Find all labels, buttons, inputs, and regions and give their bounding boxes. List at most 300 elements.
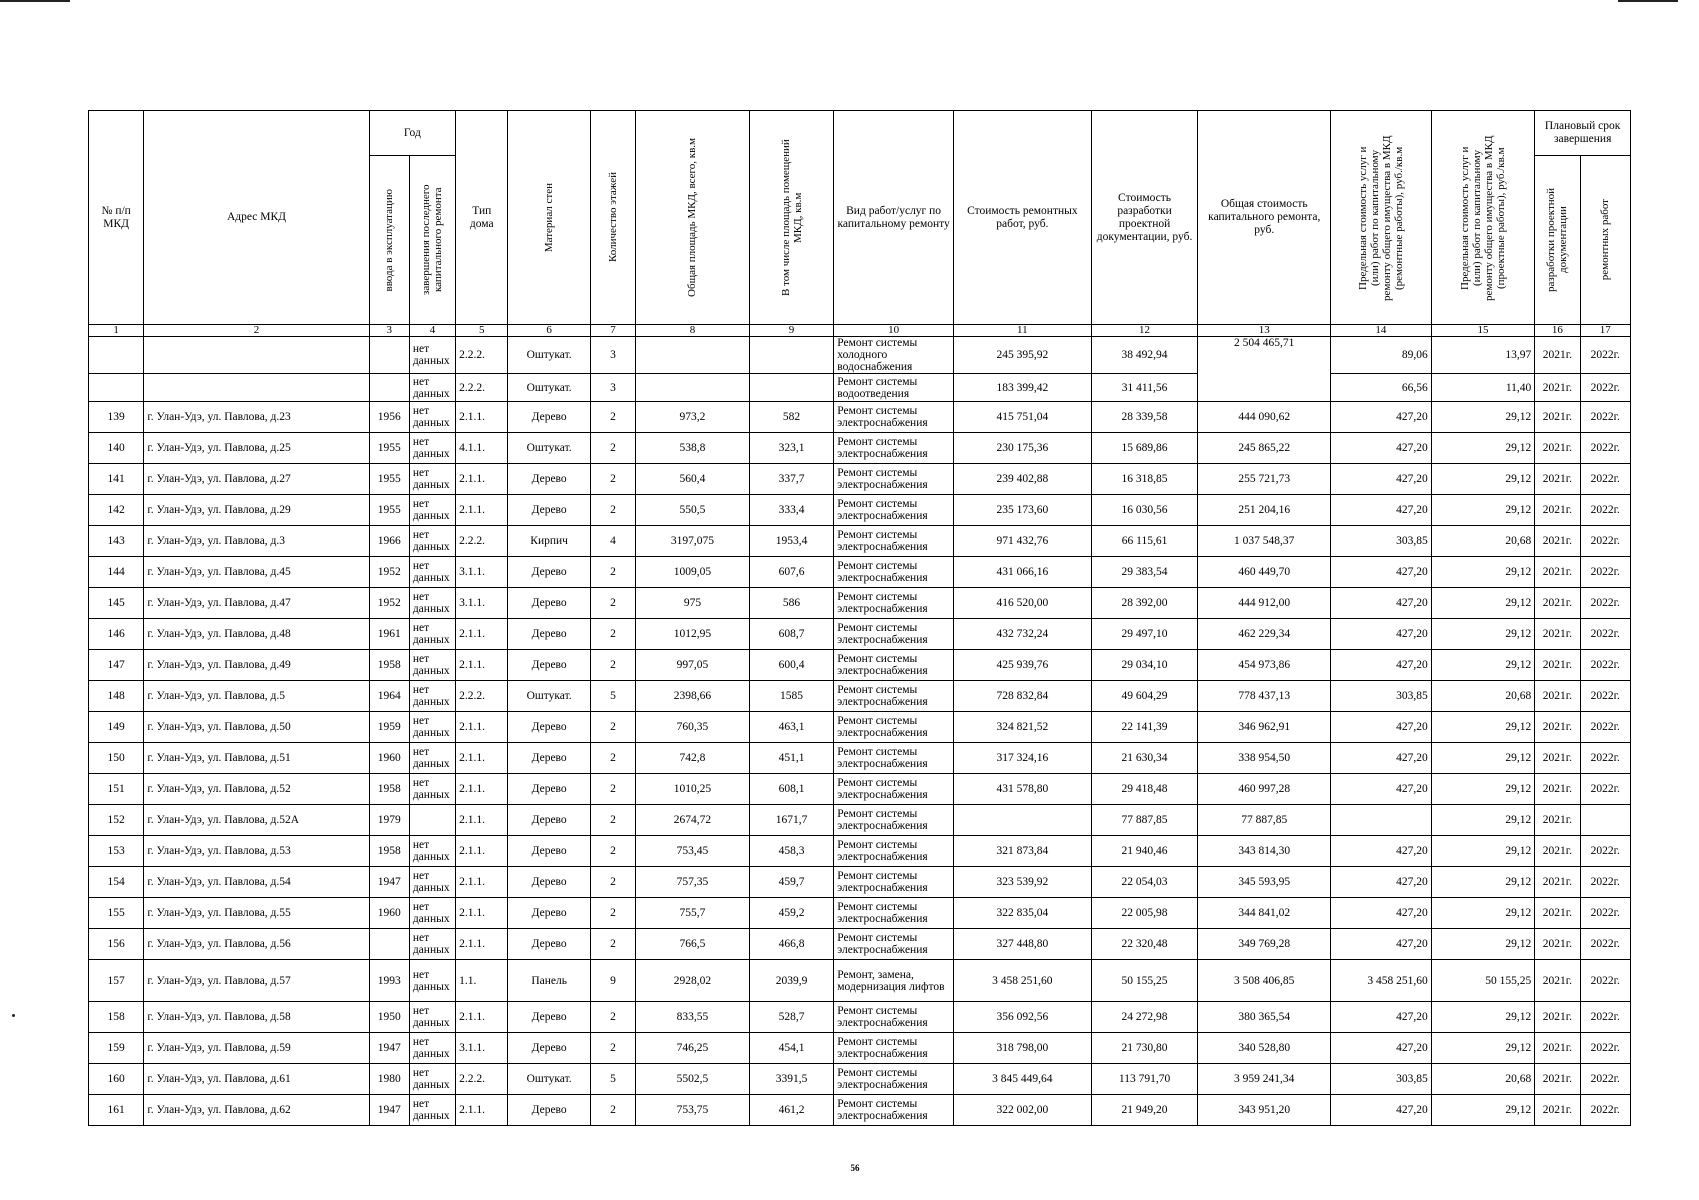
cell-house-type: 2.1.1. bbox=[456, 805, 508, 836]
cell-year-commission: 1958 bbox=[369, 774, 409, 805]
cell-repair-cost: 317 324,16 bbox=[953, 743, 1091, 774]
cell-total-cost: 3 959 241,34 bbox=[1198, 1064, 1331, 1095]
cell-wall-material: Дерево bbox=[508, 867, 590, 898]
cell-work-type: Ремонт системы электроснабжения bbox=[834, 1095, 954, 1126]
cell-term-design: 2021г. bbox=[1535, 495, 1580, 526]
header-year-group: Год bbox=[369, 111, 456, 156]
cell-wall-material: Дерево bbox=[508, 402, 590, 433]
cell-work-type: Ремонт системы электроснабжения bbox=[834, 588, 954, 619]
cell-address: г. Улан-Удэ, ул. Павлова, д.51 bbox=[144, 743, 369, 774]
cell-house-type: 2.1.1. bbox=[456, 1095, 508, 1126]
cell-limit-repair: 427,20 bbox=[1331, 619, 1432, 650]
cell-work-type: Ремонт системы электроснабжения bbox=[834, 1002, 954, 1033]
cell-total-area: 746,25 bbox=[636, 1033, 750, 1064]
table-row bbox=[89, 1033, 1631, 1064]
cell-work-type: Ремонт системы электроснабжения bbox=[834, 1033, 954, 1064]
cell-total-area: 550,5 bbox=[636, 495, 750, 526]
cell-repair-cost: 971 432,76 bbox=[953, 526, 1091, 557]
cell-limit-design: 29,12 bbox=[1431, 433, 1535, 464]
cell-term-design: 2021г. bbox=[1535, 1095, 1580, 1126]
cell-term-repair: 2022г. bbox=[1580, 1033, 1630, 1064]
scan-edge-mark-top-right bbox=[1618, 0, 1678, 2]
cell-address: г. Улан-Удэ, ул. Павлова, д.56 bbox=[144, 929, 369, 960]
cell-house-type: 2.1.1. bbox=[456, 402, 508, 433]
cell-term-repair: 2022г. bbox=[1580, 619, 1630, 650]
cell-year-commission: 1959 bbox=[369, 712, 409, 743]
cell-premises-area: 3391,5 bbox=[749, 1064, 833, 1095]
capital-repair-table bbox=[88, 110, 1631, 1126]
cell-repair-cost: 183 399,42 bbox=[953, 374, 1091, 402]
cell-work-type: Ремонт системы электроснабжения bbox=[834, 526, 954, 557]
cell-year-last-repair bbox=[409, 805, 455, 836]
cell-total-cost: 345 593,95 bbox=[1198, 867, 1331, 898]
cell-term-design: 2021г. bbox=[1535, 374, 1580, 402]
cell-term-repair bbox=[1580, 805, 1630, 836]
cell-design-cost: 66 115,61 bbox=[1091, 526, 1198, 557]
cell-design-cost: 22 005,98 bbox=[1091, 898, 1198, 929]
cell-work-type: Ремонт системы электроснабжения bbox=[834, 898, 954, 929]
cell-limit-repair: 427,20 bbox=[1331, 743, 1432, 774]
cell-limit-repair: 427,20 bbox=[1331, 464, 1432, 495]
cell-premises-area: 1671,7 bbox=[749, 805, 833, 836]
cell-wall-material: Оштукат. bbox=[508, 433, 590, 464]
header-premises-area: В том числе площадь помещений МКД, кв.м bbox=[749, 111, 833, 325]
cell-total-area: 760,35 bbox=[636, 712, 750, 743]
cell-limit-design: 29,12 bbox=[1431, 495, 1535, 526]
cell-work-type: Ремонт системы электроснабжения bbox=[834, 743, 954, 774]
cell-term-design: 2021г. bbox=[1535, 619, 1580, 650]
cell-limit-repair: 427,20 bbox=[1331, 929, 1432, 960]
cell-total-area: 766,5 bbox=[636, 929, 750, 960]
cell-address: г. Улан-Удэ, ул. Павлова, д.47 bbox=[144, 588, 369, 619]
cell-work-type: Ремонт системы водоотведения bbox=[834, 374, 954, 402]
cell-repair-cost: 322 835,04 bbox=[953, 898, 1091, 929]
cell-year-commission: 1960 bbox=[369, 898, 409, 929]
cell-address: г. Улан-Удэ, ул. Павлова, д.23 bbox=[144, 402, 369, 433]
cell-floors: 2 bbox=[590, 557, 635, 588]
cell-limit-design: 29,12 bbox=[1431, 836, 1535, 867]
header-work-type: Вид работ/услуг по капитальному ремонту bbox=[834, 111, 954, 325]
cell-limit-repair: 303,85 bbox=[1331, 1064, 1432, 1095]
cell-design-cost: 49 604,29 bbox=[1091, 681, 1198, 712]
table-row bbox=[89, 743, 1631, 774]
cell-limit-design: 13,97 bbox=[1431, 337, 1535, 374]
table-row bbox=[89, 464, 1631, 495]
cell-limit-design: 29,12 bbox=[1431, 402, 1535, 433]
cell-total-cost: 251 204,16 bbox=[1198, 495, 1331, 526]
cell-limit-design: 29,12 bbox=[1431, 929, 1535, 960]
cell-floors: 2 bbox=[590, 898, 635, 929]
table-row bbox=[89, 650, 1631, 681]
cell-address: г. Улан-Удэ, ул. Павлова, д.25 bbox=[144, 433, 369, 464]
cell-address: г. Улан-Удэ, ул. Павлова, д.53 bbox=[144, 836, 369, 867]
cell-repair-cost bbox=[953, 805, 1091, 836]
cell-wall-material: Дерево bbox=[508, 805, 590, 836]
cell-wall-material: Дерево bbox=[508, 898, 590, 929]
cell-year-last-repair: нет данных bbox=[409, 464, 455, 495]
cell-term-design: 2021г. bbox=[1535, 929, 1580, 960]
cell-limit-repair bbox=[1331, 805, 1432, 836]
cell-wall-material: Дерево bbox=[508, 743, 590, 774]
cell-repair-cost: 245 395,92 bbox=[953, 337, 1091, 374]
cell-work-type: Ремонт системы электроснабжения bbox=[834, 681, 954, 712]
cell-number: 148 bbox=[89, 681, 144, 712]
cell-term-repair: 2022г. bbox=[1580, 898, 1630, 929]
cell-year-commission: 1960 bbox=[369, 743, 409, 774]
cell-premises-area bbox=[749, 337, 833, 374]
cell-house-type: 3.1.1. bbox=[456, 588, 508, 619]
cell-limit-design: 29,12 bbox=[1431, 774, 1535, 805]
cell-limit-repair: 427,20 bbox=[1331, 1002, 1432, 1033]
cell-term-design: 2021г. bbox=[1535, 526, 1580, 557]
cell-work-type: Ремонт системы электроснабжения bbox=[834, 774, 954, 805]
cell-number: 145 bbox=[89, 588, 144, 619]
cell-total-area: 753,45 bbox=[636, 836, 750, 867]
cell-premises-area bbox=[749, 374, 833, 402]
cell-address: г. Улан-Удэ, ул. Павлова, д.48 bbox=[144, 619, 369, 650]
cell-total-area: 833,55 bbox=[636, 1002, 750, 1033]
cell-term-design: 2021г. bbox=[1535, 867, 1580, 898]
cell-term-repair: 2022г. bbox=[1580, 650, 1630, 681]
cell-year-commission bbox=[369, 374, 409, 402]
table-row bbox=[89, 557, 1631, 588]
cell-address: г. Улан-Удэ, ул. Павлова, д.55 bbox=[144, 898, 369, 929]
cell-term-repair: 2022г. bbox=[1580, 867, 1630, 898]
header-limit-design: Предельная стоимость услуг и (или) работ по капитальному ремонту общего имущества в МКД (проектные работы), руб./кв.м bbox=[1431, 111, 1535, 325]
cell-wall-material: Дерево bbox=[508, 495, 590, 526]
cell-limit-design: 20,68 bbox=[1431, 681, 1535, 712]
cell-total-area: 1012,95 bbox=[636, 619, 750, 650]
cell-number: 146 bbox=[89, 619, 144, 650]
cell-year-last-repair: нет данных bbox=[409, 681, 455, 712]
cell-repair-cost: 415 751,04 bbox=[953, 402, 1091, 433]
cell-number: 161 bbox=[89, 1095, 144, 1126]
cell-year-last-repair: нет данных bbox=[409, 898, 455, 929]
cell-term-design: 2021г. bbox=[1535, 337, 1580, 374]
cell-house-type: 2.2.2. bbox=[456, 526, 508, 557]
cell-house-type: 2.1.1. bbox=[456, 464, 508, 495]
cell-total-cost: 462 229,34 bbox=[1198, 619, 1331, 650]
table-row bbox=[89, 960, 1631, 1002]
cell-number: 142 bbox=[89, 495, 144, 526]
cell-work-type: Ремонт системы электроснабжения bbox=[834, 464, 954, 495]
cell-number: 158 bbox=[89, 1002, 144, 1033]
cell-total-area: 997,05 bbox=[636, 650, 750, 681]
cell-total-area: 2398,66 bbox=[636, 681, 750, 712]
cell-limit-design: 29,12 bbox=[1431, 867, 1535, 898]
cell-floors: 2 bbox=[590, 1033, 635, 1064]
cell-design-cost: 28 339,58 bbox=[1091, 402, 1198, 433]
cell-total-area: 757,35 bbox=[636, 867, 750, 898]
cell-year-commission: 1993 bbox=[369, 960, 409, 1002]
cell-repair-cost: 235 173,60 bbox=[953, 495, 1091, 526]
cell-design-cost: 38 492,94 bbox=[1091, 337, 1198, 374]
table-row bbox=[89, 805, 1631, 836]
cell-term-design: 2021г. bbox=[1535, 650, 1580, 681]
cell-design-cost: 22 054,03 bbox=[1091, 867, 1198, 898]
cell-term-repair: 2022г. bbox=[1580, 557, 1630, 588]
cell-number: 149 bbox=[89, 712, 144, 743]
cell-address: г. Улан-Удэ, ул. Павлова, д.61 bbox=[144, 1064, 369, 1095]
cell-wall-material: Дерево bbox=[508, 836, 590, 867]
cell-address: г. Улан-Удэ, ул. Павлова, д.52 bbox=[144, 774, 369, 805]
cell-house-type: 2.1.1. bbox=[456, 898, 508, 929]
cell-premises-area: 323,1 bbox=[749, 433, 833, 464]
cell-limit-repair: 427,20 bbox=[1331, 836, 1432, 867]
cell-year-last-repair: нет данных bbox=[409, 774, 455, 805]
cell-year-last-repair: нет данных bbox=[409, 337, 455, 374]
cell-address: г. Улан-Удэ, ул. Павлова, д.45 bbox=[144, 557, 369, 588]
cell-design-cost: 22 320,48 bbox=[1091, 929, 1198, 960]
cell-wall-material: Дерево bbox=[508, 929, 590, 960]
cell-wall-material: Дерево bbox=[508, 588, 590, 619]
table-row bbox=[89, 681, 1631, 712]
cell-term-design: 2021г. bbox=[1535, 836, 1580, 867]
cell-limit-design: 29,12 bbox=[1431, 898, 1535, 929]
cell-work-type: Ремонт системы электроснабжения bbox=[834, 712, 954, 743]
cell-year-last-repair: нет данных bbox=[409, 1095, 455, 1126]
cell-design-cost: 21 940,46 bbox=[1091, 836, 1198, 867]
cell-year-commission: 1955 bbox=[369, 495, 409, 526]
cell-term-design: 2021г. bbox=[1535, 960, 1580, 1002]
table-row bbox=[89, 495, 1631, 526]
cell-house-type: 2.1.1. bbox=[456, 712, 508, 743]
cell-repair-cost: 239 402,88 bbox=[953, 464, 1091, 495]
cell-term-repair: 2022г. bbox=[1580, 464, 1630, 495]
cell-total-area: 1010,25 bbox=[636, 774, 750, 805]
cell-house-type: 2.2.2. bbox=[456, 1064, 508, 1095]
cell-house-type: 2.1.1. bbox=[456, 495, 508, 526]
cell-wall-material: Дерево bbox=[508, 1095, 590, 1126]
cell-address: г. Улан-Удэ, ул. Павлова, д.59 bbox=[144, 1033, 369, 1064]
cell-house-type: 2.2.2. bbox=[456, 374, 508, 402]
cell-total-area: 742,8 bbox=[636, 743, 750, 774]
table-row bbox=[89, 774, 1631, 805]
table-row bbox=[89, 898, 1631, 929]
cell-total-area: 560,4 bbox=[636, 464, 750, 495]
cell-house-type: 2.1.1. bbox=[456, 619, 508, 650]
cell-year-commission bbox=[369, 929, 409, 960]
cell-total-cost: 343 951,20 bbox=[1198, 1095, 1331, 1126]
cell-floors: 4 bbox=[590, 526, 635, 557]
cell-year-last-repair: нет данных bbox=[409, 588, 455, 619]
cell-floors: 2 bbox=[590, 774, 635, 805]
cell-total-cost: 343 814,30 bbox=[1198, 836, 1331, 867]
cell-year-last-repair: нет данных bbox=[409, 836, 455, 867]
cell-floors: 2 bbox=[590, 650, 635, 681]
cell-premises-area: 608,7 bbox=[749, 619, 833, 650]
cell-term-repair: 2022г. bbox=[1580, 1095, 1630, 1126]
cell-work-type: Ремонт системы электроснабжения bbox=[834, 650, 954, 681]
cell-limit-design: 29,12 bbox=[1431, 464, 1535, 495]
cell-floors: 2 bbox=[590, 433, 635, 464]
cell-house-type: 2.1.1. bbox=[456, 1002, 508, 1033]
cell-term-repair: 2022г. bbox=[1580, 774, 1630, 805]
cell-limit-design: 20,68 bbox=[1431, 526, 1535, 557]
cell-limit-repair: 89,06 bbox=[1331, 337, 1432, 374]
cell-limit-design: 29,12 bbox=[1431, 588, 1535, 619]
cell-address bbox=[144, 374, 369, 402]
cell-premises-area: 1585 bbox=[749, 681, 833, 712]
cell-term-repair: 2022г. bbox=[1580, 588, 1630, 619]
cell-design-cost: 21 630,34 bbox=[1091, 743, 1198, 774]
cell-year-last-repair: нет данных bbox=[409, 495, 455, 526]
cell-term-design: 2021г. bbox=[1535, 433, 1580, 464]
cell-limit-design: 29,12 bbox=[1431, 1095, 1535, 1126]
cell-premises-area: 466,8 bbox=[749, 929, 833, 960]
cell-address: г. Улан-Удэ, ул. Павлова, д.5 bbox=[144, 681, 369, 712]
cell-premises-area: 1953,4 bbox=[749, 526, 833, 557]
table-row bbox=[89, 588, 1631, 619]
cell-wall-material: Оштукат. bbox=[508, 337, 590, 374]
table-row bbox=[89, 619, 1631, 650]
cell-address: г. Улан-Удэ, ул. Павлова, д.57 bbox=[144, 960, 369, 1002]
cell-design-cost: 113 791,70 bbox=[1091, 1064, 1198, 1095]
header-total-cost: Общая стоимость капитального ремонта, руб. bbox=[1198, 111, 1331, 325]
cell-house-type: 2.2.2. bbox=[456, 681, 508, 712]
header-term-group: Плановый срок завершения bbox=[1535, 111, 1631, 156]
cell-design-cost: 22 141,39 bbox=[1091, 712, 1198, 743]
cell-number: 141 bbox=[89, 464, 144, 495]
cell-total-area: 753,75 bbox=[636, 1095, 750, 1126]
cell-year-last-repair: нет данных bbox=[409, 1064, 455, 1095]
cell-repair-cost: 318 798,00 bbox=[953, 1033, 1091, 1064]
table-row bbox=[89, 712, 1631, 743]
cell-work-type: Ремонт системы холодного водоснабжения bbox=[834, 337, 954, 374]
table-row bbox=[89, 1002, 1631, 1033]
cell-number: 150 bbox=[89, 743, 144, 774]
cell-number: 143 bbox=[89, 526, 144, 557]
cell-term-design: 2021г. bbox=[1535, 712, 1580, 743]
cell-total-cost: 245 865,22 bbox=[1198, 433, 1331, 464]
cell-limit-design: 29,12 bbox=[1431, 1033, 1535, 1064]
cell-address: г. Улан-Удэ, ул. Павлова, д.3 bbox=[144, 526, 369, 557]
cell-year-last-repair: нет данных bbox=[409, 402, 455, 433]
cell-year-last-repair: нет данных bbox=[409, 374, 455, 402]
header-term-repair: ремонтных работ bbox=[1580, 156, 1630, 325]
cell-premises-area: 333,4 bbox=[749, 495, 833, 526]
cell-total-cost: 340 528,80 bbox=[1198, 1033, 1331, 1064]
cell-term-design: 2021г. bbox=[1535, 898, 1580, 929]
cell-year-commission: 1952 bbox=[369, 557, 409, 588]
cell-wall-material: Дерево bbox=[508, 1002, 590, 1033]
cell-address: г. Улан-Удэ, ул. Павлова, д.62 bbox=[144, 1095, 369, 1126]
cell-floors: 2 bbox=[590, 1095, 635, 1126]
cell-limit-repair: 3 458 251,60 bbox=[1331, 960, 1432, 1002]
cell-term-design: 2021г. bbox=[1535, 743, 1580, 774]
cell-year-commission: 1956 bbox=[369, 402, 409, 433]
cell-limit-repair: 427,20 bbox=[1331, 402, 1432, 433]
cell-number: 139 bbox=[89, 402, 144, 433]
cell-limit-design: 50 155,25 bbox=[1431, 960, 1535, 1002]
cell-floors: 2 bbox=[590, 495, 635, 526]
cell-year-commission bbox=[369, 337, 409, 374]
cell-premises-area: 459,2 bbox=[749, 898, 833, 929]
cell-term-design: 2021г. bbox=[1535, 1033, 1580, 1064]
cell-term-repair: 2022г. bbox=[1580, 836, 1630, 867]
table-row bbox=[89, 836, 1631, 867]
cell-year-commission: 1964 bbox=[369, 681, 409, 712]
cell-premises-area: 600,4 bbox=[749, 650, 833, 681]
cell-term-design: 2021г. bbox=[1535, 1064, 1580, 1095]
cell-work-type: Ремонт системы электроснабжения bbox=[834, 805, 954, 836]
cell-repair-cost: 431 066,16 bbox=[953, 557, 1091, 588]
cell-design-cost: 16 030,56 bbox=[1091, 495, 1198, 526]
cell-premises-area: 337,7 bbox=[749, 464, 833, 495]
cell-work-type: Ремонт системы электроснабжения bbox=[834, 1064, 954, 1095]
table-row bbox=[89, 402, 1631, 433]
cell-number: 144 bbox=[89, 557, 144, 588]
cell-number: 147 bbox=[89, 650, 144, 681]
cell-year-last-repair: нет данных bbox=[409, 712, 455, 743]
cell-work-type: Ремонт, замена, модернизация лифтов bbox=[834, 960, 954, 1002]
cell-design-cost: 21 730,80 bbox=[1091, 1033, 1198, 1064]
cell-number bbox=[89, 337, 144, 374]
cell-premises-area: 461,2 bbox=[749, 1095, 833, 1126]
cell-repair-cost: 327 448,80 bbox=[953, 929, 1091, 960]
cell-year-last-repair: нет данных bbox=[409, 960, 455, 1002]
cell-total-cost: 3 508 406,85 bbox=[1198, 960, 1331, 1002]
cell-wall-material: Панель bbox=[508, 960, 590, 1002]
column-number-row: 1 2 3 4 5 6 7 8 9 10 11 12 13 14 15 16 17 bbox=[89, 325, 1631, 337]
cell-house-type: 2.1.1. bbox=[456, 743, 508, 774]
cell-term-design: 2021г. bbox=[1535, 1002, 1580, 1033]
cell-premises-area: 463,1 bbox=[749, 712, 833, 743]
table-row bbox=[89, 526, 1631, 557]
cell-total-cost: 1 037 548,37 bbox=[1198, 526, 1331, 557]
cell-floors: 9 bbox=[590, 960, 635, 1002]
cell-total-cost: 338 954,50 bbox=[1198, 743, 1331, 774]
cell-wall-material: Дерево bbox=[508, 1033, 590, 1064]
cell-repair-cost: 230 175,36 bbox=[953, 433, 1091, 464]
cell-number: 157 bbox=[89, 960, 144, 1002]
cell-design-cost: 29 418,48 bbox=[1091, 774, 1198, 805]
cell-total-area: 973,2 bbox=[636, 402, 750, 433]
cell-limit-repair: 427,20 bbox=[1331, 867, 1432, 898]
cell-address: г. Улан-Удэ, ул. Павлова, д.29 bbox=[144, 495, 369, 526]
cell-work-type: Ремонт системы электроснабжения bbox=[834, 929, 954, 960]
cell-wall-material: Дерево bbox=[508, 464, 590, 495]
cell-year-commission: 1952 bbox=[369, 588, 409, 619]
cell-year-last-repair: нет данных bbox=[409, 867, 455, 898]
cell-year-commission: 1947 bbox=[369, 867, 409, 898]
cell-floors: 2 bbox=[590, 588, 635, 619]
cell-work-type: Ремонт системы электроснабжения bbox=[834, 619, 954, 650]
cell-limit-repair: 427,20 bbox=[1331, 1033, 1432, 1064]
scan-edge-mark-top-left bbox=[0, 0, 70, 2]
cell-total-area bbox=[636, 374, 750, 402]
cell-limit-repair: 427,20 bbox=[1331, 898, 1432, 929]
cell-year-commission: 1947 bbox=[369, 1095, 409, 1126]
cell-design-cost: 50 155,25 bbox=[1091, 960, 1198, 1002]
header-year-commission: ввода в эксплуатацию bbox=[369, 156, 409, 325]
cell-number: 153 bbox=[89, 836, 144, 867]
header-year-last-repair: завершения последнего капитального ремонта bbox=[409, 156, 455, 325]
cell-term-repair: 2022г. bbox=[1580, 929, 1630, 960]
cell-floors: 5 bbox=[590, 681, 635, 712]
cell-repair-cost: 321 873,84 bbox=[953, 836, 1091, 867]
cell-year-commission: 1955 bbox=[369, 433, 409, 464]
cell-total-cost: 444 090,62 bbox=[1198, 402, 1331, 433]
cell-address bbox=[144, 337, 369, 374]
header-wall-material: Материал стен bbox=[508, 111, 590, 325]
cell-house-type: 2.2.2. bbox=[456, 337, 508, 374]
cell-repair-cost: 323 539,92 bbox=[953, 867, 1091, 898]
cell-premises-area: 459,7 bbox=[749, 867, 833, 898]
cell-number: 155 bbox=[89, 898, 144, 929]
cell-address: г. Улан-Удэ, ул. Павлова, д.54 bbox=[144, 867, 369, 898]
cell-number: 154 bbox=[89, 867, 144, 898]
